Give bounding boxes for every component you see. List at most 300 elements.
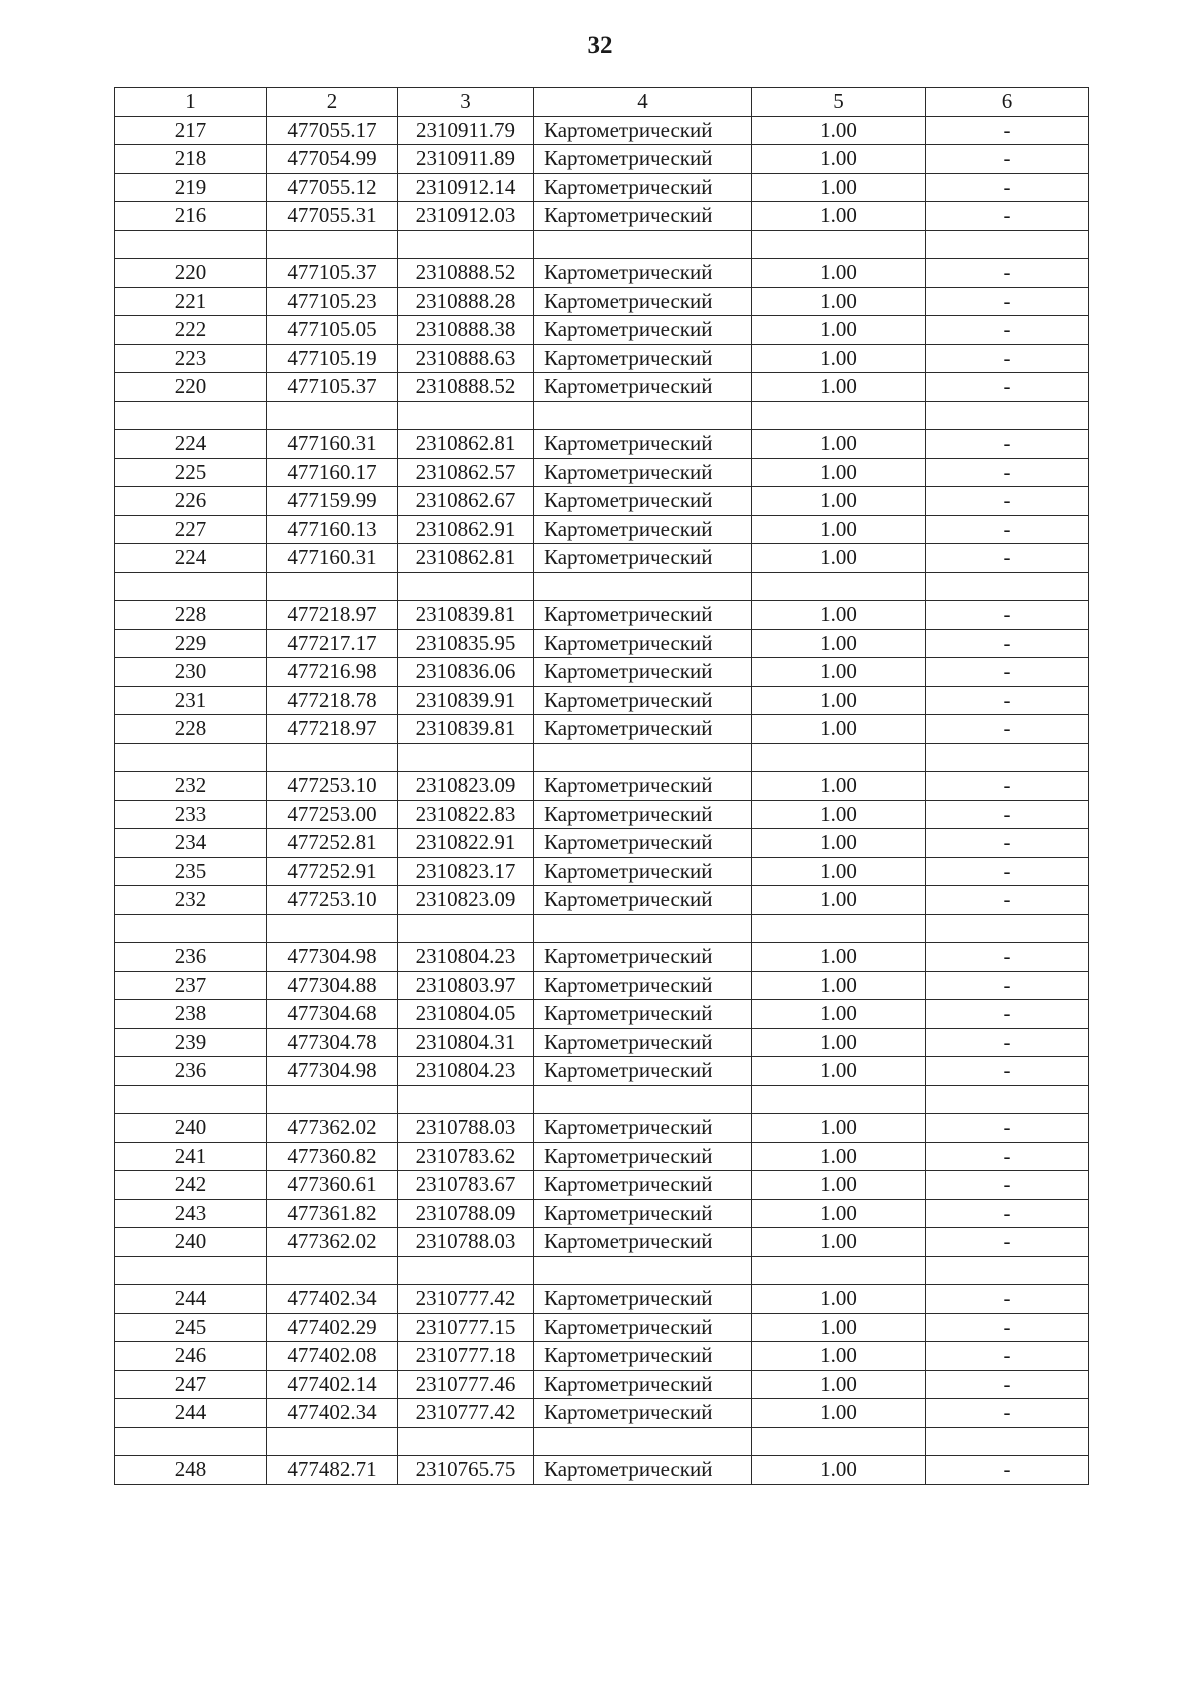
table-row	[115, 1114, 1089, 1143]
x-coordinate-cell: 477362.02	[267, 1228, 398, 1257]
table-row	[115, 1199, 1089, 1228]
table-row	[115, 971, 1089, 1000]
x-coordinate-cell: 477217.17	[267, 629, 398, 658]
empty-cell	[115, 1256, 267, 1285]
empty-cell	[534, 1085, 752, 1114]
y-coordinate-cell: 2310862.81	[398, 544, 534, 573]
empty-cell	[267, 743, 398, 772]
description-cell: -	[926, 515, 1089, 544]
description-cell: -	[926, 829, 1089, 858]
accuracy-cell: 1.00	[752, 1370, 926, 1399]
point-number-cell: 222	[115, 316, 267, 345]
method-cell: Картометрический	[534, 202, 752, 231]
table-row	[115, 629, 1089, 658]
empty-cell	[926, 1256, 1089, 1285]
y-coordinate-cell: 2310862.81	[398, 430, 534, 459]
table-header-row	[115, 88, 1089, 117]
table-row	[115, 1285, 1089, 1314]
empty-cell	[534, 230, 752, 259]
point-number-cell: 233	[115, 800, 267, 829]
description-cell: -	[926, 772, 1089, 801]
y-coordinate-cell: 2310839.91	[398, 686, 534, 715]
table-row	[115, 430, 1089, 459]
empty-cell	[398, 230, 534, 259]
point-number-cell: 245	[115, 1313, 267, 1342]
table-row	[115, 373, 1089, 402]
method-cell: Картометрический	[534, 487, 752, 516]
empty-cell	[398, 401, 534, 430]
empty-cell	[534, 743, 752, 772]
method-cell: Картометрический	[534, 1028, 752, 1057]
point-number-cell: 244	[115, 1285, 267, 1314]
point-number-cell: 246	[115, 1342, 267, 1371]
method-cell: Картометрический	[534, 715, 752, 744]
empty-cell	[267, 401, 398, 430]
accuracy-cell: 1.00	[752, 1142, 926, 1171]
point-number-cell: 224	[115, 430, 267, 459]
empty-cell	[267, 1085, 398, 1114]
y-coordinate-cell: 2310839.81	[398, 715, 534, 744]
x-coordinate-cell: 477402.29	[267, 1313, 398, 1342]
y-coordinate-cell: 2310911.79	[398, 116, 534, 145]
point-number-cell: 231	[115, 686, 267, 715]
point-number-cell: 218	[115, 145, 267, 174]
method-cell: Картометрический	[534, 287, 752, 316]
method-cell: Картометрический	[534, 800, 752, 829]
empty-cell	[926, 1085, 1089, 1114]
method-cell: Картометрический	[534, 1285, 752, 1314]
point-number-cell: 240	[115, 1114, 267, 1143]
method-cell: Картометрический	[534, 173, 752, 202]
accuracy-cell: 1.00	[752, 686, 926, 715]
accuracy-cell: 1.00	[752, 601, 926, 630]
description-cell: -	[926, 487, 1089, 516]
x-coordinate-cell: 477362.02	[267, 1114, 398, 1143]
point-number-cell: 239	[115, 1028, 267, 1057]
y-coordinate-cell: 2310822.83	[398, 800, 534, 829]
y-coordinate-cell: 2310862.57	[398, 458, 534, 487]
empty-cell	[398, 914, 534, 943]
table-row	[115, 116, 1089, 145]
x-coordinate-cell: 477218.78	[267, 686, 398, 715]
accuracy-cell: 1.00	[752, 800, 926, 829]
table-row	[115, 344, 1089, 373]
x-coordinate-cell: 477160.31	[267, 544, 398, 573]
point-number-cell: 237	[115, 971, 267, 1000]
x-coordinate-cell: 477218.97	[267, 601, 398, 630]
empty-cell	[926, 401, 1089, 430]
x-coordinate-cell: 477304.88	[267, 971, 398, 1000]
point-number-cell: 223	[115, 344, 267, 373]
x-coordinate-cell: 477055.17	[267, 116, 398, 145]
accuracy-cell: 1.00	[752, 1342, 926, 1371]
description-cell: -	[926, 202, 1089, 231]
table-row	[115, 1142, 1089, 1171]
x-coordinate-cell: 477304.68	[267, 1000, 398, 1029]
y-coordinate-cell: 2310823.17	[398, 857, 534, 886]
x-coordinate-cell: 477054.99	[267, 145, 398, 174]
point-number-cell: 224	[115, 544, 267, 573]
point-number-cell: 241	[115, 1142, 267, 1171]
accuracy-cell: 1.00	[752, 658, 926, 687]
x-coordinate-cell: 477105.05	[267, 316, 398, 345]
y-coordinate-cell: 2310835.95	[398, 629, 534, 658]
point-number-cell: 247	[115, 1370, 267, 1399]
table-row	[115, 943, 1089, 972]
empty-cell	[115, 401, 267, 430]
accuracy-cell: 1.00	[752, 544, 926, 573]
accuracy-cell: 1.00	[752, 772, 926, 801]
empty-cell	[752, 1256, 926, 1285]
coordinates-table	[114, 87, 1089, 1485]
x-coordinate-cell: 477360.61	[267, 1171, 398, 1200]
table-row	[115, 316, 1089, 345]
group-separator-row	[115, 1427, 1089, 1456]
y-coordinate-cell: 2310804.23	[398, 1057, 534, 1086]
accuracy-cell: 1.00	[752, 145, 926, 174]
accuracy-cell: 1.00	[752, 373, 926, 402]
point-number-cell: 220	[115, 259, 267, 288]
table-row	[115, 1456, 1089, 1485]
x-coordinate-cell: 477304.98	[267, 1057, 398, 1086]
y-coordinate-cell: 2310804.23	[398, 943, 534, 972]
accuracy-cell: 1.00	[752, 1000, 926, 1029]
description-cell: -	[926, 116, 1089, 145]
description-cell: -	[926, 145, 1089, 174]
table-row	[115, 772, 1089, 801]
table-row	[115, 715, 1089, 744]
point-number-cell: 240	[115, 1228, 267, 1257]
column-header: 2	[267, 88, 398, 117]
table-row	[115, 145, 1089, 174]
column-header: 5	[752, 88, 926, 117]
y-coordinate-cell: 2310803.97	[398, 971, 534, 1000]
accuracy-cell: 1.00	[752, 259, 926, 288]
empty-cell	[534, 572, 752, 601]
point-number-cell: 220	[115, 373, 267, 402]
method-cell: Картометрический	[534, 1313, 752, 1342]
description-cell: -	[926, 1313, 1089, 1342]
y-coordinate-cell: 2310788.03	[398, 1114, 534, 1143]
table-row	[115, 1057, 1089, 1086]
table-row	[115, 686, 1089, 715]
y-coordinate-cell: 2310912.03	[398, 202, 534, 231]
x-coordinate-cell: 477253.10	[267, 886, 398, 915]
description-cell: -	[926, 686, 1089, 715]
empty-cell	[115, 743, 267, 772]
table-row	[115, 1000, 1089, 1029]
y-coordinate-cell: 2310839.81	[398, 601, 534, 630]
accuracy-cell: 1.00	[752, 487, 926, 516]
method-cell: Картометрический	[534, 458, 752, 487]
description-cell: -	[926, 1114, 1089, 1143]
empty-cell	[267, 1427, 398, 1456]
accuracy-cell: 1.00	[752, 1399, 926, 1428]
y-coordinate-cell: 2310765.75	[398, 1456, 534, 1485]
table-row	[115, 800, 1089, 829]
point-number-cell: 230	[115, 658, 267, 687]
description-cell: -	[926, 287, 1089, 316]
y-coordinate-cell: 2310777.15	[398, 1313, 534, 1342]
empty-cell	[926, 572, 1089, 601]
y-coordinate-cell: 2310888.63	[398, 344, 534, 373]
accuracy-cell: 1.00	[752, 116, 926, 145]
point-number-cell: 219	[115, 173, 267, 202]
x-coordinate-cell: 477160.17	[267, 458, 398, 487]
point-number-cell: 234	[115, 829, 267, 858]
empty-cell	[267, 230, 398, 259]
accuracy-cell: 1.00	[752, 316, 926, 345]
y-coordinate-cell: 2310777.42	[398, 1399, 534, 1428]
empty-cell	[534, 401, 752, 430]
method-cell: Картометрический	[534, 544, 752, 573]
point-number-cell: 217	[115, 116, 267, 145]
description-cell: -	[926, 800, 1089, 829]
x-coordinate-cell: 477402.34	[267, 1399, 398, 1428]
point-number-cell: 232	[115, 772, 267, 801]
description-cell: -	[926, 344, 1089, 373]
table-row	[115, 173, 1089, 202]
accuracy-cell: 1.00	[752, 943, 926, 972]
method-cell: Картометрический	[534, 1199, 752, 1228]
method-cell: Картометрический	[534, 629, 752, 658]
table-row	[115, 1028, 1089, 1057]
accuracy-cell: 1.00	[752, 1456, 926, 1485]
empty-cell	[752, 401, 926, 430]
table-row	[115, 259, 1089, 288]
point-number-cell: 235	[115, 857, 267, 886]
description-cell: -	[926, 658, 1089, 687]
method-cell: Картометрический	[534, 344, 752, 373]
description-cell: -	[926, 715, 1089, 744]
x-coordinate-cell: 477252.81	[267, 829, 398, 858]
y-coordinate-cell: 2310788.03	[398, 1228, 534, 1257]
y-coordinate-cell: 2310911.89	[398, 145, 534, 174]
accuracy-cell: 1.00	[752, 515, 926, 544]
method-cell: Картометрический	[534, 515, 752, 544]
accuracy-cell: 1.00	[752, 715, 926, 744]
point-number-cell: 232	[115, 886, 267, 915]
empty-cell	[534, 914, 752, 943]
description-cell: -	[926, 1142, 1089, 1171]
description-cell: -	[926, 458, 1089, 487]
column-header: 4	[534, 88, 752, 117]
empty-cell	[398, 1085, 534, 1114]
table-row	[115, 601, 1089, 630]
y-coordinate-cell: 2310783.67	[398, 1171, 534, 1200]
group-separator-row	[115, 230, 1089, 259]
description-cell: -	[926, 1399, 1089, 1428]
point-number-cell: 228	[115, 601, 267, 630]
point-number-cell: 248	[115, 1456, 267, 1485]
x-coordinate-cell: 477216.98	[267, 658, 398, 687]
description-cell: -	[926, 1342, 1089, 1371]
method-cell: Картометрический	[534, 857, 752, 886]
x-coordinate-cell: 477055.31	[267, 202, 398, 231]
accuracy-cell: 1.00	[752, 173, 926, 202]
description-cell: -	[926, 1057, 1089, 1086]
accuracy-cell: 1.00	[752, 1313, 926, 1342]
empty-cell	[534, 1427, 752, 1456]
table-row	[115, 458, 1089, 487]
description-cell: -	[926, 971, 1089, 1000]
method-cell: Картометрический	[534, 1370, 752, 1399]
point-number-cell: 236	[115, 943, 267, 972]
description-cell: -	[926, 943, 1089, 972]
method-cell: Картометрический	[534, 1142, 752, 1171]
table-row	[115, 1228, 1089, 1257]
accuracy-cell: 1.00	[752, 1199, 926, 1228]
accuracy-cell: 1.00	[752, 202, 926, 231]
description-cell: -	[926, 601, 1089, 630]
accuracy-cell: 1.00	[752, 857, 926, 886]
x-coordinate-cell: 477253.10	[267, 772, 398, 801]
y-coordinate-cell: 2310783.62	[398, 1142, 534, 1171]
method-cell: Картометрический	[534, 886, 752, 915]
x-coordinate-cell: 477482.71	[267, 1456, 398, 1485]
table-row	[115, 1399, 1089, 1428]
accuracy-cell: 1.00	[752, 886, 926, 915]
empty-cell	[398, 572, 534, 601]
y-coordinate-cell: 2310888.52	[398, 259, 534, 288]
description-cell: -	[926, 1171, 1089, 1200]
method-cell: Картометрический	[534, 1171, 752, 1200]
x-coordinate-cell: 477402.14	[267, 1370, 398, 1399]
y-coordinate-cell: 2310822.91	[398, 829, 534, 858]
method-cell: Картометрический	[534, 145, 752, 174]
empty-cell	[115, 1427, 267, 1456]
x-coordinate-cell: 477105.19	[267, 344, 398, 373]
y-coordinate-cell: 2310804.31	[398, 1028, 534, 1057]
method-cell: Картометрический	[534, 772, 752, 801]
y-coordinate-cell: 2310823.09	[398, 886, 534, 915]
table-row	[115, 1370, 1089, 1399]
table-row	[115, 544, 1089, 573]
x-coordinate-cell: 477252.91	[267, 857, 398, 886]
accuracy-cell: 1.00	[752, 1285, 926, 1314]
accuracy-cell: 1.00	[752, 287, 926, 316]
accuracy-cell: 1.00	[752, 1171, 926, 1200]
accuracy-cell: 1.00	[752, 430, 926, 459]
table-row	[115, 1313, 1089, 1342]
method-cell: Картометрический	[534, 430, 752, 459]
column-header: 1	[115, 88, 267, 117]
description-cell: -	[926, 1228, 1089, 1257]
empty-cell	[115, 1085, 267, 1114]
method-cell: Картометрический	[534, 1456, 752, 1485]
x-coordinate-cell: 477304.98	[267, 943, 398, 972]
empty-cell	[752, 1427, 926, 1456]
method-cell: Картометрический	[534, 1342, 752, 1371]
point-number-cell: 225	[115, 458, 267, 487]
accuracy-cell: 1.00	[752, 458, 926, 487]
point-number-cell: 221	[115, 287, 267, 316]
method-cell: Картометрический	[534, 1399, 752, 1428]
table-row	[115, 202, 1089, 231]
point-number-cell: 227	[115, 515, 267, 544]
table-row	[115, 658, 1089, 687]
method-cell: Картометрический	[534, 686, 752, 715]
x-coordinate-cell: 477160.13	[267, 515, 398, 544]
y-coordinate-cell: 2310788.09	[398, 1199, 534, 1228]
point-number-cell: 229	[115, 629, 267, 658]
empty-cell	[115, 914, 267, 943]
method-cell: Картометрический	[534, 316, 752, 345]
method-cell: Картометрический	[534, 1057, 752, 1086]
group-separator-row	[115, 914, 1089, 943]
empty-cell	[398, 1256, 534, 1285]
method-cell: Картометрический	[534, 658, 752, 687]
method-cell: Картометрический	[534, 373, 752, 402]
table-row	[115, 1342, 1089, 1371]
empty-cell	[398, 1427, 534, 1456]
x-coordinate-cell: 477055.12	[267, 173, 398, 202]
accuracy-cell: 1.00	[752, 1028, 926, 1057]
description-cell: -	[926, 373, 1089, 402]
y-coordinate-cell: 2310888.28	[398, 287, 534, 316]
empty-cell	[926, 1427, 1089, 1456]
x-coordinate-cell: 477218.97	[267, 715, 398, 744]
table-body	[115, 116, 1089, 1484]
method-cell: Картометрический	[534, 829, 752, 858]
y-coordinate-cell: 2310862.91	[398, 515, 534, 544]
empty-cell	[534, 1256, 752, 1285]
empty-cell	[752, 230, 926, 259]
y-coordinate-cell: 2310836.06	[398, 658, 534, 687]
x-coordinate-cell: 477361.82	[267, 1199, 398, 1228]
description-cell: -	[926, 544, 1089, 573]
description-cell: -	[926, 1285, 1089, 1314]
point-number-cell: 236	[115, 1057, 267, 1086]
y-coordinate-cell: 2310862.67	[398, 487, 534, 516]
x-coordinate-cell: 477160.31	[267, 430, 398, 459]
method-cell: Картометрический	[534, 1000, 752, 1029]
group-separator-row	[115, 1256, 1089, 1285]
x-coordinate-cell: 477402.08	[267, 1342, 398, 1371]
group-separator-row	[115, 401, 1089, 430]
group-separator-row	[115, 1085, 1089, 1114]
accuracy-cell: 1.00	[752, 629, 926, 658]
empty-cell	[752, 1085, 926, 1114]
y-coordinate-cell: 2310777.42	[398, 1285, 534, 1314]
method-cell: Картометрический	[534, 1228, 752, 1257]
table-row	[115, 829, 1089, 858]
table-row	[115, 515, 1089, 544]
y-coordinate-cell: 2310888.38	[398, 316, 534, 345]
description-cell: -	[926, 857, 1089, 886]
point-number-cell: 238	[115, 1000, 267, 1029]
empty-cell	[115, 230, 267, 259]
empty-cell	[398, 743, 534, 772]
method-cell: Картометрический	[534, 116, 752, 145]
description-cell: -	[926, 629, 1089, 658]
x-coordinate-cell: 477159.99	[267, 487, 398, 516]
description-cell: -	[926, 1456, 1089, 1485]
page-number: 32	[587, 32, 613, 59]
group-separator-row	[115, 572, 1089, 601]
y-coordinate-cell: 2310912.14	[398, 173, 534, 202]
table-row	[115, 287, 1089, 316]
y-coordinate-cell: 2310823.09	[398, 772, 534, 801]
method-cell: Картометрический	[534, 943, 752, 972]
table-row	[115, 487, 1089, 516]
accuracy-cell: 1.00	[752, 1228, 926, 1257]
description-cell: -	[926, 316, 1089, 345]
method-cell: Картометрический	[534, 259, 752, 288]
description-cell: -	[926, 173, 1089, 202]
table-row	[115, 1171, 1089, 1200]
x-coordinate-cell: 477360.82	[267, 1142, 398, 1171]
